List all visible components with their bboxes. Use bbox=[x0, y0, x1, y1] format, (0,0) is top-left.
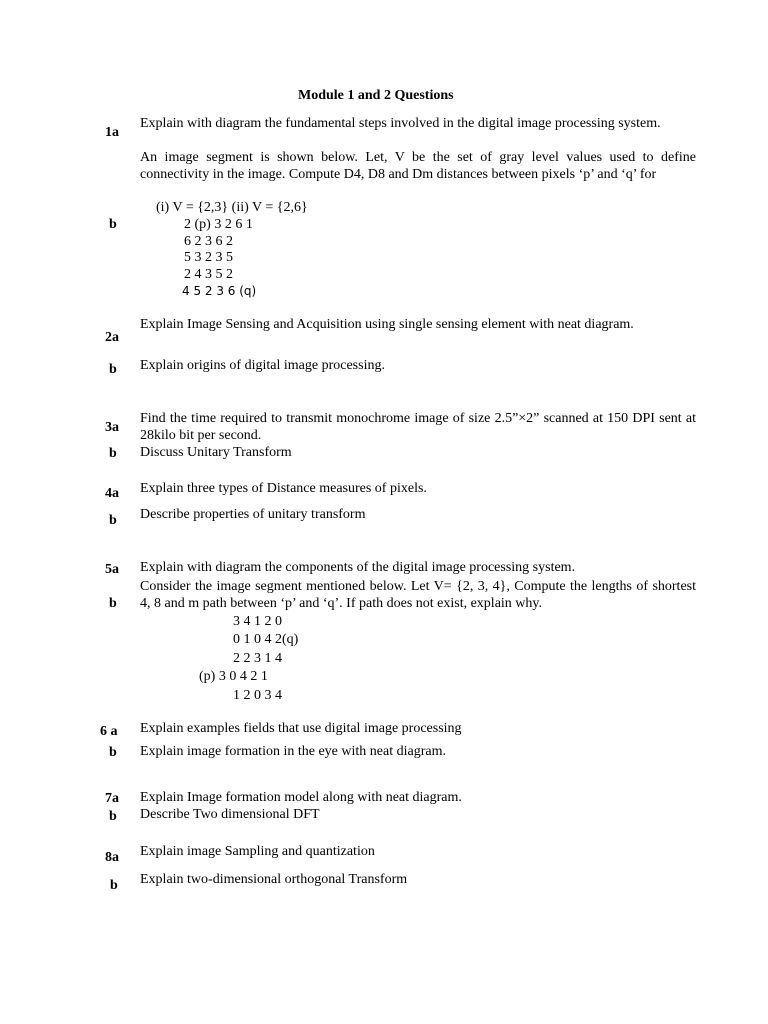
q6-text-b: Explain image formation in the eye with neat diagram. bbox=[140, 744, 446, 759]
q6-label-b: b bbox=[109, 745, 117, 760]
q2-text-b: Explain origins of digital image processing. bbox=[140, 358, 385, 373]
q1-text-a: Explain with diagram the fundamental steps involved in the digital image processing system. bbox=[140, 116, 661, 131]
q8-label-a: 8a bbox=[105, 850, 119, 865]
q7-label-a: 7a bbox=[105, 791, 119, 806]
q5-grid-row: 2 2 3 1 4 bbox=[233, 651, 282, 666]
q7-label-b: b bbox=[109, 809, 117, 824]
q7-text-b: Describe Two dimensional DFT bbox=[140, 807, 320, 822]
q3-text-a: Find the time required to transmit monochrome image of size 2.5”×2” scanned at 150 DPI sent at 28kilo bit per second. bbox=[140, 411, 696, 443]
q8-text-a: Explain image Sampling and quantization bbox=[140, 844, 375, 859]
q2-label-b: b bbox=[109, 362, 117, 377]
q5-grid-row: (p) 3 0 4 2 1 bbox=[199, 669, 268, 684]
q3-label-a: 3a bbox=[105, 420, 119, 435]
q5-label-a: 5a bbox=[105, 562, 119, 577]
q5-text-a: Explain with diagram the components of the digital image processing system. bbox=[140, 560, 576, 575]
q4-text-b: Describe properties of unitary transform bbox=[140, 507, 366, 522]
q5-text-b: Consider the image segment mentioned below. Let V= {2, 3, 4}, Compute the lengths of shortest 4, 8 and m path between ‘p’ and ‘q’. If path does not exist, explain why. bbox=[140, 579, 696, 611]
q1-grid-row: 2 4 3 5 2 bbox=[184, 267, 233, 282]
q3-text-b: Discuss Unitary Transform bbox=[140, 445, 292, 460]
q5-grid-row: 0 1 0 4 2(q) bbox=[233, 632, 299, 647]
q1-grid-row: 6 2 3 6 2 bbox=[184, 234, 233, 249]
q3-label-b: b bbox=[109, 446, 117, 461]
q1-label-b: b bbox=[109, 217, 117, 232]
q5-grid-row: 3 4 1 2 0 bbox=[233, 614, 282, 629]
q1-grid-row: 4 5 2 3 6 (q) bbox=[182, 284, 257, 298]
q4-label-b: b bbox=[109, 513, 117, 528]
q1-grid-row: 5 3 2 3 5 bbox=[184, 250, 233, 265]
q8-text-b: Explain two-dimensional orthogonal Transform bbox=[140, 872, 408, 887]
q4-label-a: 4a bbox=[105, 486, 119, 501]
q5-label-b: b bbox=[109, 596, 117, 611]
q6-label-a: 6 a bbox=[100, 724, 118, 739]
page-title: Module 1 and 2 Questions bbox=[298, 88, 454, 103]
q4-text-a: Explain three types of Distance measures of pixels. bbox=[140, 481, 427, 496]
q1-text-b: An image segment is shown below. Let, V be the set of gray level values used to define connectivity in the image. Compute D4, D8 and Dm distances between pixels ‘p’ and ‘q’ for bbox=[140, 150, 696, 182]
q1-options: (i) V = {2,3} (ii) V = {2,6} bbox=[156, 200, 308, 215]
q8-label-b: b bbox=[110, 878, 118, 893]
q2-text-a: Explain Image Sensing and Acquisition using single sensing element with neat diagram. bbox=[140, 317, 634, 332]
q5-grid-row: 1 2 0 3 4 bbox=[233, 688, 282, 703]
q1-grid-row: 2 (p) 3 2 6 1 bbox=[184, 217, 253, 232]
q2-label-a: 2a bbox=[105, 330, 119, 345]
q7-text-a: Explain Image formation model along with neat diagram. bbox=[140, 790, 462, 805]
q6-text-a: Explain examples fields that use digital image processing bbox=[140, 721, 462, 736]
q1-label-a: 1a bbox=[105, 125, 119, 140]
